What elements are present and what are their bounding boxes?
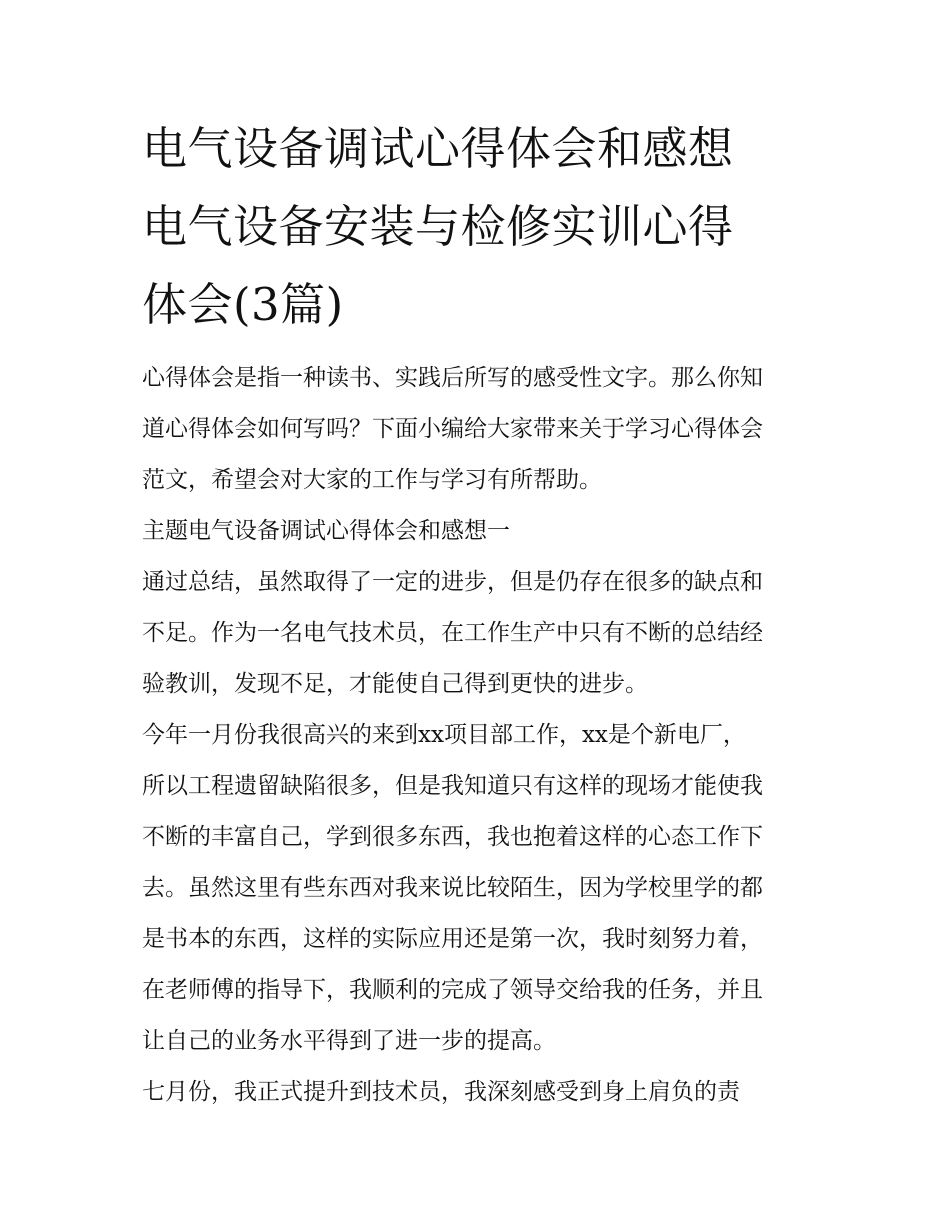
body-line: 在老师傅的指导下，我顺利的完成了领导交给我的任务，并且 (142, 977, 763, 1003)
body-line: 心得体会是指一种读书、实践后所写的感受性文字。那么你知 (142, 365, 763, 391)
document-title (142, 110, 822, 344)
body-line: 所以工程遗留缺陷很多，但是我知道只有这样的现场才能使我 (142, 773, 763, 799)
body-line: 七月份，我正式提升到技术员，我深刻感受到身上肩负的责 (142, 1079, 740, 1105)
title-line: 电气设备安装与检修实训心得 (142, 200, 734, 253)
body-line: 是书本的东西，这样的实际应用还是第一次，我时刻努力着， (142, 926, 763, 952)
body-line: 道心得体会如何写吗？下面小编给大家带来关于学习心得体会 (142, 416, 763, 442)
body-line: 今年一月份我很高兴的来到xx项目部工作，xx是个新电厂， (142, 722, 746, 748)
body-line: 验教训，发现不足，才能使自己得到更快的进步。 (142, 671, 648, 697)
body-line: 不断的丰富自己，学到很多东西，我也抱着这样的心态工作下 (142, 824, 763, 850)
title-line: 电气设备调试心得体会和感想 (142, 122, 734, 175)
body-line: 让自己的业务水平得到了进一步的提高。 (142, 1028, 556, 1054)
body-line: 不足。作为一名电气技术员，在工作生产中只有不断的总结经 (142, 620, 763, 646)
title-line: 体会(3篇) (142, 278, 344, 331)
body-line: 范文，希望会对大家的工作与学习有所帮助。 (142, 467, 602, 493)
body-line: 去。虽然这里有些东西对我来说比较陌生，因为学校里学的都 (142, 875, 763, 901)
section-heading: 主题电气设备调试心得体会和感想一 (142, 518, 510, 544)
document-body (142, 353, 814, 1118)
body-line: 通过总结，虽然取得了一定的进步，但是仍存在很多的缺点和 (142, 569, 763, 595)
